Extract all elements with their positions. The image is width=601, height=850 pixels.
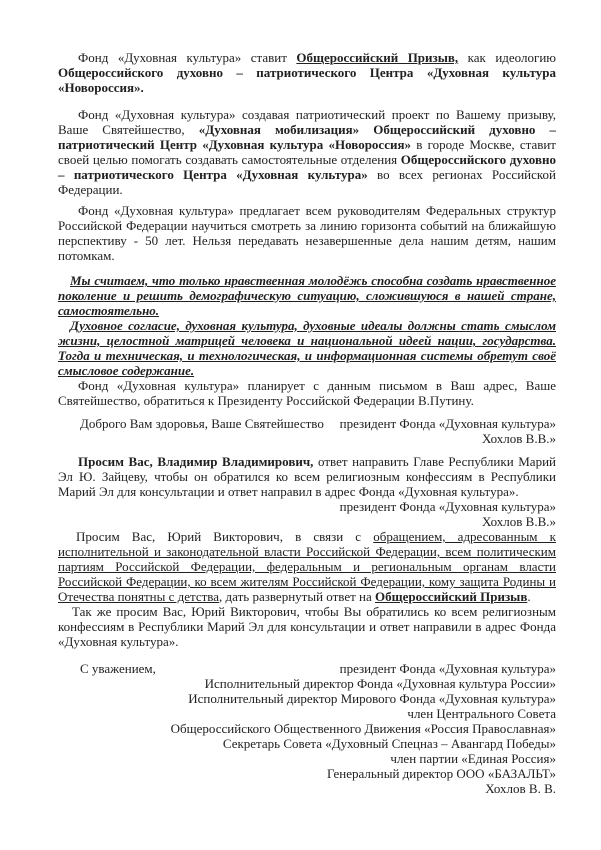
president-title-1: президент Фонда «Духовная культура» <box>339 416 556 431</box>
para-request-confessions: Так же просим Вас, Юрий Викторович, чтобы Вы обратились ко всем религиозным конфессиям в Республики Марий Эл для консультации и ответ направили в адрес Фонда «Духовная культура». <box>58 604 556 649</box>
greeting-text: Доброго Вам здоровья, Ваше Святейшество <box>80 416 324 431</box>
p2-s1: Фонд «Духовная культура» создавая патриотический проект по Вашему призыву, Ваше Святейшество, <box>58 107 556 137</box>
final-signature-line-5: Секретарь Совета «Духовный Спецназ – Авангард Победы» <box>222 736 556 751</box>
para-dukhovnaya-mobilizatsiya <box>58 107 556 197</box>
p1-emphasis: Общероссийский Призыв, <box>296 50 459 65</box>
khokhlov-signature-2: Хохлов В.В.» <box>482 514 556 529</box>
para-prizyv-ideology <box>58 50 556 95</box>
final-signature-line-2: Исполнительный директор Мирового Фонда «Духовная культура» <box>188 691 556 706</box>
p8-s3: , дать развернутый ответ на <box>219 589 376 604</box>
para-request-putin <box>58 454 556 499</box>
final-signature-name: Хохлов В. В. <box>485 781 556 796</box>
para-nravstvennaya-molodezh: Мы считаем, что только нравственная молодёжь способна создать нравственное поколение и решить демографическую ситуацию, сложившуюся в нашей стране, самостоятельно. <box>58 273 556 318</box>
para-request-zaitsev <box>58 529 556 604</box>
final-signature-line-0: президент Фонда «Духовная культура» <box>339 661 556 676</box>
final-signature-line-6: член партии «Единая Россия» <box>390 751 556 766</box>
president-title-2: президент Фонда «Духовная культура» <box>339 499 556 514</box>
closing-line <box>58 661 556 676</box>
p2-s3: в городе Москве, ставит своей целью помогать создавать самостоятельные отделения <box>58 137 556 167</box>
p8-underlined-appeal: обращением, адресованным к исполнительной и законодательной власти Российской Федерации, всем политическим партиям Российской Федерации, федеральным и региональным органам власти Российской Федерации, ко всем жителям Российской Федерации, кому защита Родины и Отечества понятны с детства <box>58 529 556 604</box>
p2-bold-center-name: «Духовная мобилизация» Общероссийский духовно – патриотический Центр «Духовная культура «Новороссия» <box>58 122 557 152</box>
para-dukhovnoe-soglasie: Духовное согласие, духовная культура, духовные идеалы должны стать смыслом жизни, целостной матрицей человека и национальной идеей нации, государства. Тогда и техническая, и технологическая, и информационная системы обретут своё смысловое содержание. <box>58 318 556 378</box>
p1-mid: как идеологию <box>458 50 556 65</box>
p8-s1: Просим Вас, Юрий Викторович, в связи с <box>76 529 374 544</box>
final-signature-line-7: Генеральный директор ООО «БАЗАЛЬТ» <box>326 766 556 781</box>
p7-bold-address: Просим Вас, Владимир Владимирович, <box>78 454 314 469</box>
final-signature-line-1: Исполнительный директор Фонда «Духовная культура России» <box>204 676 556 691</box>
p7-rest: ответ направить Главе Республики Марий Эл Ю. Зайцеву, чтобы он обратился ко всем религиозным конфессиям в Республики Марий Эл для консультации и ответ направил в адрес Фонда «Духовная культура». <box>58 454 556 499</box>
p1-bold-tail: Общероссийского духовно – патриотического Центра «Духовная культура «Новороссия». <box>58 65 556 95</box>
greeting-line <box>58 416 556 431</box>
closing-respect: С уважением, <box>80 661 156 676</box>
para-horizon-50-let: Фонд «Духовная культура» предлагает всем руководителям Федеральных структур Российской Федерации научиться смотреть за линию горизонта событий на ближайшую перспективу - 50 лет. Нельзя передавать незавершенные дела нашим детям, нашим потомкам. <box>58 203 556 263</box>
final-signature-line-3: член Центрального Совета <box>407 706 556 721</box>
p1-lead: Фонд «Духовная культура» ставит <box>78 50 297 65</box>
final-signature-line-4: Общероссийского Общественного Движения «Россия Православная» <box>170 721 556 736</box>
p2-bold-center-branches: Общероссийского духовно – патриотического Центра «Духовная культура» <box>58 152 556 182</box>
p8-period: . <box>527 589 531 604</box>
para-letter-to-putin: Фонд «Духовная культура» планирует с данным письмом в Ваш адрес, Ваше Святейшество, обратиться к Президенту Российской Федерации В.Путину. <box>58 378 556 408</box>
p8-prizyv-bold: Общероссийский Призыв <box>375 589 528 604</box>
p2-s5: во всех регионах Российской Федерации. <box>58 167 556 197</box>
khokhlov-signature-1: Хохлов В.В.» <box>482 431 556 446</box>
